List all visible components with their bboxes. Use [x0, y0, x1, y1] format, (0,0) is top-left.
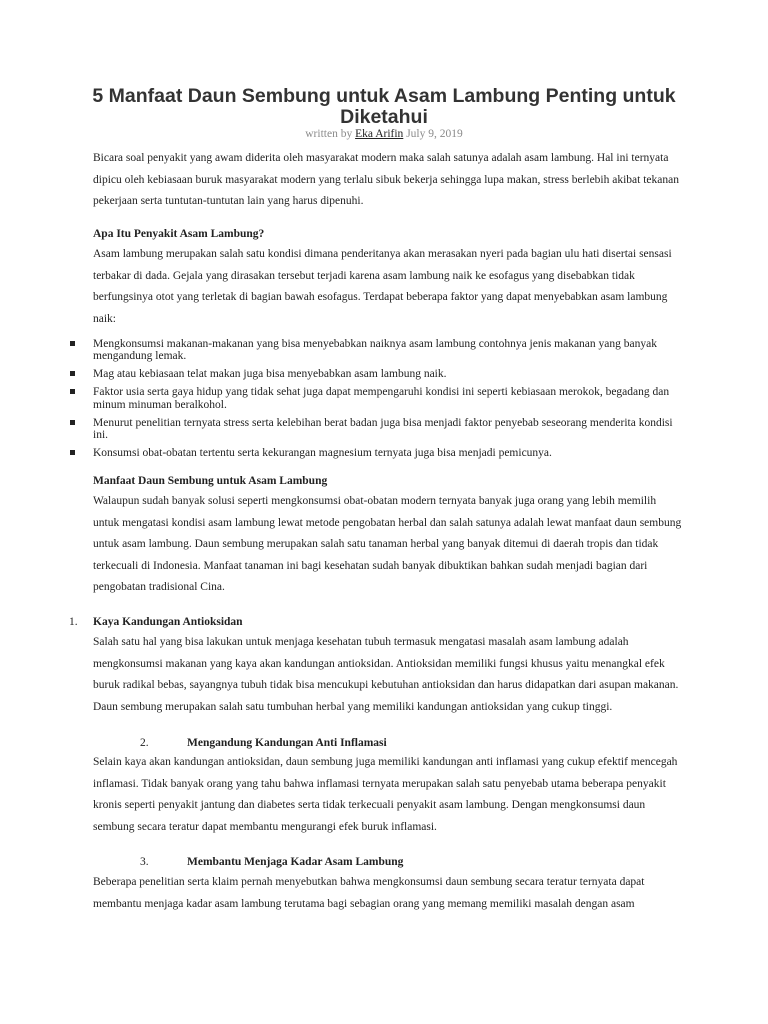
benefit-number: 2. — [140, 737, 149, 749]
list-item-text: Mengkonsumsi makanan-makanan yang bisa menyebabkan naiknya asam lambung contohnya jenis makanan yang banyak mengandung lemak. — [93, 338, 657, 363]
bullet-icon — [70, 371, 75, 376]
section-paragraph-what-is: Asam lambung merupakan salah satu kondisi dimana penderitanya akan merasakan nyeri pada bagian ulu hati disertai sensasi terbakar di dada. Gejala yang dirasakan tersebut terjadi karena asam lambung naik ke esofagus yang disebabkan tidak berfungsinya otot yang terletak di bagian bawah esofagus. Terdapat beberapa faktor yang dapat menyebabkan asam lambung naik: — [93, 248, 672, 325]
benefit-paragraph-1: Salah satu hal yang bisa lakukan untuk menjaga kesehatan tubuh termasuk mengatasi masalah asam lambung adalah mengkonsumsi makanan yang kaya akan kandungan antioksidan. Antioksidan memiliki fungsi khusus yaitu menangkal efek buruk radikal bebas, sayangnya tubuh tidak bisa mencukupi kebutuhan antioksidan dan harus didapatkan dari asupan makanan. Daun sembung merupakan salah satu tumbuhan herbal yang memiliki kandungan antioksidan yang cukup tinggi. — [93, 636, 679, 713]
byline-prefix: written by — [305, 128, 353, 140]
benefit-number: 3. — [140, 856, 149, 868]
bullet-icon — [70, 420, 75, 425]
list-item — [0, 338, 683, 363]
benefit-title: Kaya Kandungan Antioksidan — [93, 616, 243, 628]
intro-paragraph: Bicara soal penyakit yang awam diderita oleh masyarakat modern maka salah satunya adalah asam lambung. Hal ini ternyata dipicu oleh kebiasaan buruk masyarakat modern yang terlalu sibuk bekerja sehingga lupa makan, stress berlebih akibat tekanan pekerjaan serta tuntutan-tuntutan lain yang harus dipenuhi. — [93, 152, 679, 208]
author-link[interactable]: Eka Arifin — [355, 128, 404, 140]
list-item — [0, 368, 683, 380]
cause-list — [0, 338, 768, 465]
benefit-paragraph-2: Selain kaya akan kandungan antioksidan, daun sembung juga memiliki kandungan anti inflamasi yang cukup efektif mencegah inflamasi. Tidak banyak orang yang tahu bahwa inflamasi ternyata merupakan salah satu penyebab utama beberapa penyakit kronis seperti penyakit jantung dan diabetes serta tidak terkecuali penyakit asam lambung. Dengan mengkonsumsi daun sembung secara teratur dapat membantu mengurangi efek buruk inflamasi. — [93, 756, 678, 833]
list-item-text: Konsumsi obat-obatan tertentu serta kekurangan magnesium ternyata juga bisa menjadi pemicunya. — [93, 447, 552, 460]
section-paragraph-benefits: Walaupun sudah banyak solusi seperti mengkonsumsi obat-obatan modern ternyata banyak juga orang yang lebih memilih untuk mengatasi kondisi asam lambung lewat metode pengobatan herbal dan salah satunya adalah lewat manfaat daun sembung untuk asam lambung. Daun sembung merupakan salah satu tanaman herbal yang banyak ditemui di daerah tropis dan tidak terkecuali di Indonesia. Manfaat tanaman ini bagi kesehatan sudah banyak dibuktikan bahkan sudah menjadi bagian dari pengobatan tradisional Cina. — [93, 495, 682, 594]
list-item — [0, 447, 683, 459]
benefit-paragraph-3: Beberapa penelitian serta klaim pernah menyebutkan bahwa mengkonsumsi daun sembung secara teratur ternyata dapat membantu menjaga kadar asam lambung terutama bagi sebagian orang yang memang memiliki masalah dengan asam — [93, 876, 645, 910]
page-title: 5 Manfaat Daun Sembung untuk Asam Lambung Penting untuk Diketahui — [92, 85, 676, 128]
list-item — [0, 386, 683, 411]
benefit-title: Mengandung Kandungan Anti Inflamasi — [187, 737, 387, 749]
list-item-text: Menurut penelitian ternyata stress serta kelebihan berat badan juga bisa menjadi faktor penyebab seseorang menderita kondisi ini. — [93, 416, 673, 442]
list-item — [0, 417, 683, 442]
publish-date: July 9, 2019 — [406, 128, 463, 140]
section-heading-benefits: Manfaat Daun Sembung untuk Asam Lambung — [93, 475, 328, 487]
benefit-number: 1. — [69, 616, 78, 628]
benefit-title: Membantu Menjaga Kadar Asam Lambung — [187, 856, 404, 868]
byline — [0, 127, 768, 141]
list-item-text: Mag atau kebiasaan telat makan juga bisa menyebabkan asam lambung naik. — [93, 368, 447, 381]
bullet-icon — [70, 450, 75, 455]
bullet-icon — [70, 341, 75, 346]
section-heading-what-is: Apa Itu Penyakit Asam Lambung? — [93, 228, 265, 240]
bullet-icon — [70, 389, 75, 394]
list-item-text: Faktor usia serta gaya hidup yang tidak sehat juga dapat mempengaruhi kondisi ini seperti kebiasaan merokok, begadang dan minum minuman beralkohol. — [93, 386, 670, 411]
